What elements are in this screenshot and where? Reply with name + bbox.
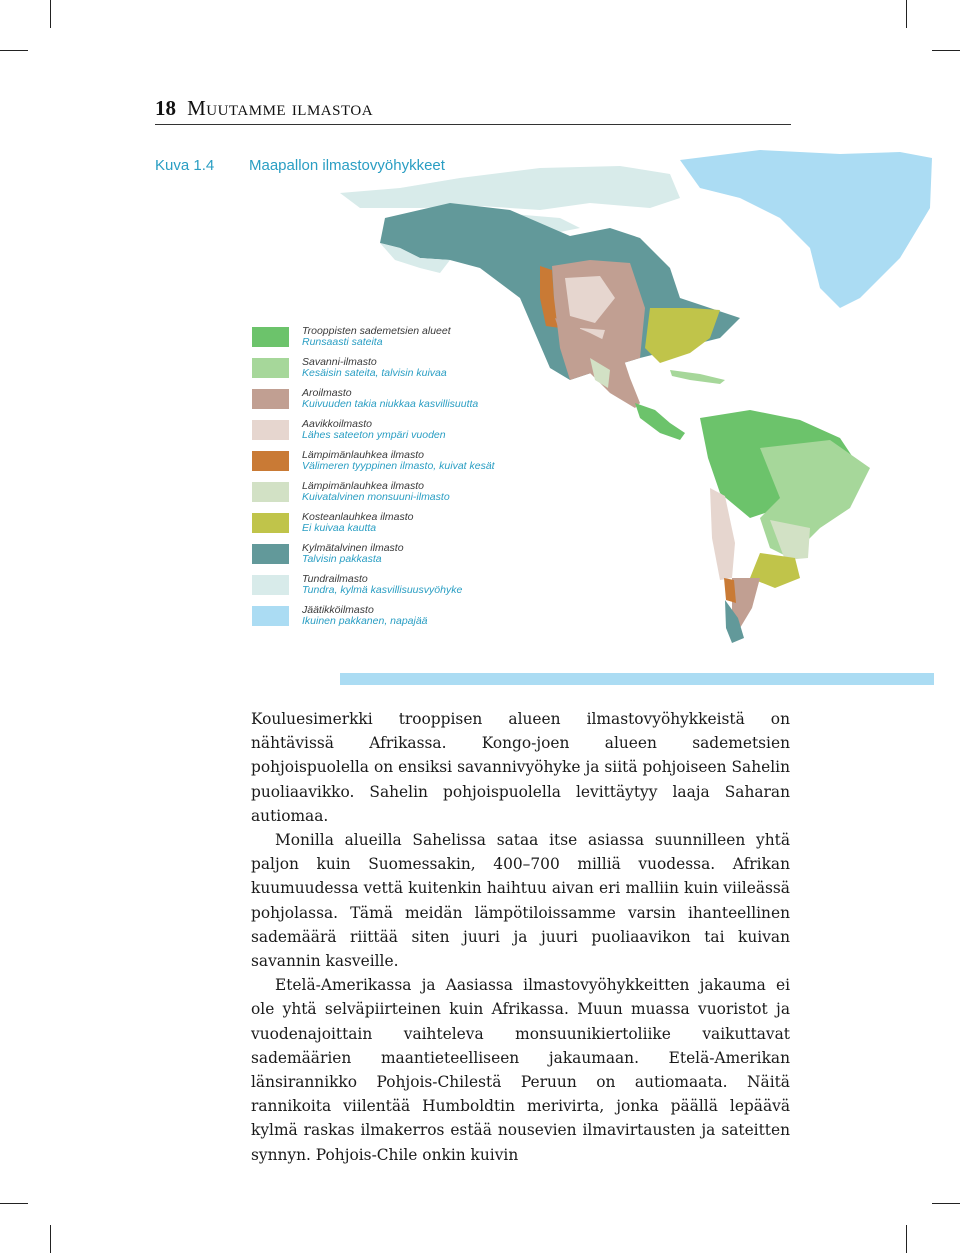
legend-name: Kosteanlauhkea ilmasto bbox=[302, 511, 414, 523]
legend-swatch bbox=[252, 575, 289, 595]
legend-name: Savanni-ilmasto bbox=[302, 356, 377, 368]
arctic-islands bbox=[340, 166, 680, 210]
figure-label: Kuva 1.4 bbox=[155, 157, 215, 174]
paragraph: Etelä-Amerikassa ja Aasiassa ilmastovyöhykkeitten jakauma ei ole yhtä selväpiirteinen kuin Afrikassa. Muun muassa vuoristot ja vuodenajoittain vaihteleva monsuunikiertoliike vaikuttavat sademäärien maantieteelliseen jakaumaan. Etelä-Amerikan länsirannikko Pohjois-Chilestä Peruun on autiomaata. Näitä rannikoita viilentää Humboldtin merivirta, jonka päällä lepäävä kylmä raskas ilmakerros estää nousevien ilmavirtausten ja sateitten synnyn. Pohjois-Chile onkin kuivin bbox=[251, 976, 790, 1164]
map-legend bbox=[252, 326, 552, 636]
legend-swatch bbox=[252, 606, 289, 626]
legend-desc: Ei kuivaa kautta bbox=[302, 522, 377, 534]
humid-east bbox=[645, 308, 720, 363]
paragraph: Monilla alueilla Sahelissa sataa itse asiassa suunnilleen yhtä paljon kuin Suomessakin, 400–700 milliä vuodessa. Afrikan kuumuudessa vettä kuitenkin haihtuu aivan eri malliin kuin viileässä pohjolassa. Tämä meidän lämpötiloissamme varsin ihanteellinen sademäärä riittää siten juuri ja juuri puoliaavikon tai kuivan savannin kasveille. bbox=[251, 831, 790, 971]
legend-swatch bbox=[252, 420, 289, 440]
figure-title: Maapallon ilmastovyöhykkeet bbox=[249, 157, 445, 174]
antarctica-ice bbox=[340, 673, 934, 685]
legend-item bbox=[252, 326, 552, 357]
legend-name: Aroilmasto bbox=[302, 387, 352, 399]
legend-item bbox=[252, 450, 552, 481]
legend-name: Tundrailmasto bbox=[302, 573, 368, 585]
legend-item bbox=[252, 419, 552, 450]
legend-name: Trooppisten sademetsien alueet bbox=[302, 325, 451, 337]
body-text bbox=[251, 707, 790, 1167]
legend-swatch bbox=[252, 389, 289, 409]
legend-item bbox=[252, 574, 552, 605]
legend-name: Kylmätalvinen ilmasto bbox=[302, 542, 404, 554]
chapter-title: Muutamme ilmastoa bbox=[187, 96, 374, 120]
legend-desc: Kuivuuden takia niukkaa kasvillisuutta bbox=[302, 398, 479, 410]
legend-desc: Ikuinen pakkanen, napajää bbox=[302, 615, 428, 627]
crop-mark bbox=[50, 1225, 51, 1253]
crop-mark bbox=[932, 50, 960, 51]
legend-item bbox=[252, 357, 552, 388]
running-header bbox=[155, 96, 791, 125]
caribbean-islands bbox=[670, 370, 725, 384]
legend-name: Jäätikköilmasto bbox=[302, 604, 374, 616]
page-number: 18 bbox=[155, 96, 176, 120]
legend-desc: Talvisin pakkasta bbox=[302, 553, 382, 565]
greenland-ice bbox=[680, 150, 932, 308]
legend-name: Aavikkoilmasto bbox=[302, 418, 373, 430]
legend-swatch bbox=[252, 544, 289, 564]
paragraph: Kouluesimerkki trooppisen alueen ilmastovyöhykkeistä on nähtävissä Afrikassa. Kongo-joen alueen sademetsien pohjoispuolella on ensiksi savannivyöhyke ja siitä pohjoiseen Sahelin puoliaavikko. Sahelin pohjoispuolella levittäytyy laaja Saharan autiomaa. bbox=[251, 710, 790, 825]
legend-desc: Lähes sateeton ympäri vuoden bbox=[302, 429, 446, 441]
legend-swatch bbox=[252, 513, 289, 533]
crop-mark bbox=[0, 1203, 28, 1204]
crop-mark bbox=[906, 1225, 907, 1253]
legend-desc: Välimeren tyyppinen ilmasto, kuivat kesät bbox=[302, 460, 495, 472]
crop-mark bbox=[50, 0, 51, 28]
crop-mark bbox=[932, 1203, 960, 1204]
legend-desc: Kesäisin sateita, talvisin kuivaa bbox=[302, 367, 447, 379]
legend-item bbox=[252, 481, 552, 512]
legend-desc: Tundra, kylmä kasvillisuusvyöhyke bbox=[302, 584, 463, 596]
legend-item bbox=[252, 543, 552, 574]
central-america bbox=[635, 403, 685, 440]
legend-swatch bbox=[252, 327, 289, 347]
legend-item bbox=[252, 512, 552, 543]
legend-desc: Runsaasti sateita bbox=[302, 336, 383, 348]
legend-item bbox=[252, 388, 552, 419]
legend-swatch bbox=[252, 358, 289, 378]
legend-name: Lämpimänlauhkea ilmasto bbox=[302, 449, 424, 461]
crop-mark bbox=[906, 0, 907, 28]
legend-item bbox=[252, 605, 552, 636]
legend-swatch bbox=[252, 451, 289, 471]
crop-mark bbox=[0, 50, 28, 51]
legend-name: Lämpimänlauhkea ilmasto bbox=[302, 480, 424, 492]
legend-swatch bbox=[252, 482, 289, 502]
legend-desc: Kuivatalvinen monsuuni-ilmasto bbox=[302, 491, 450, 503]
